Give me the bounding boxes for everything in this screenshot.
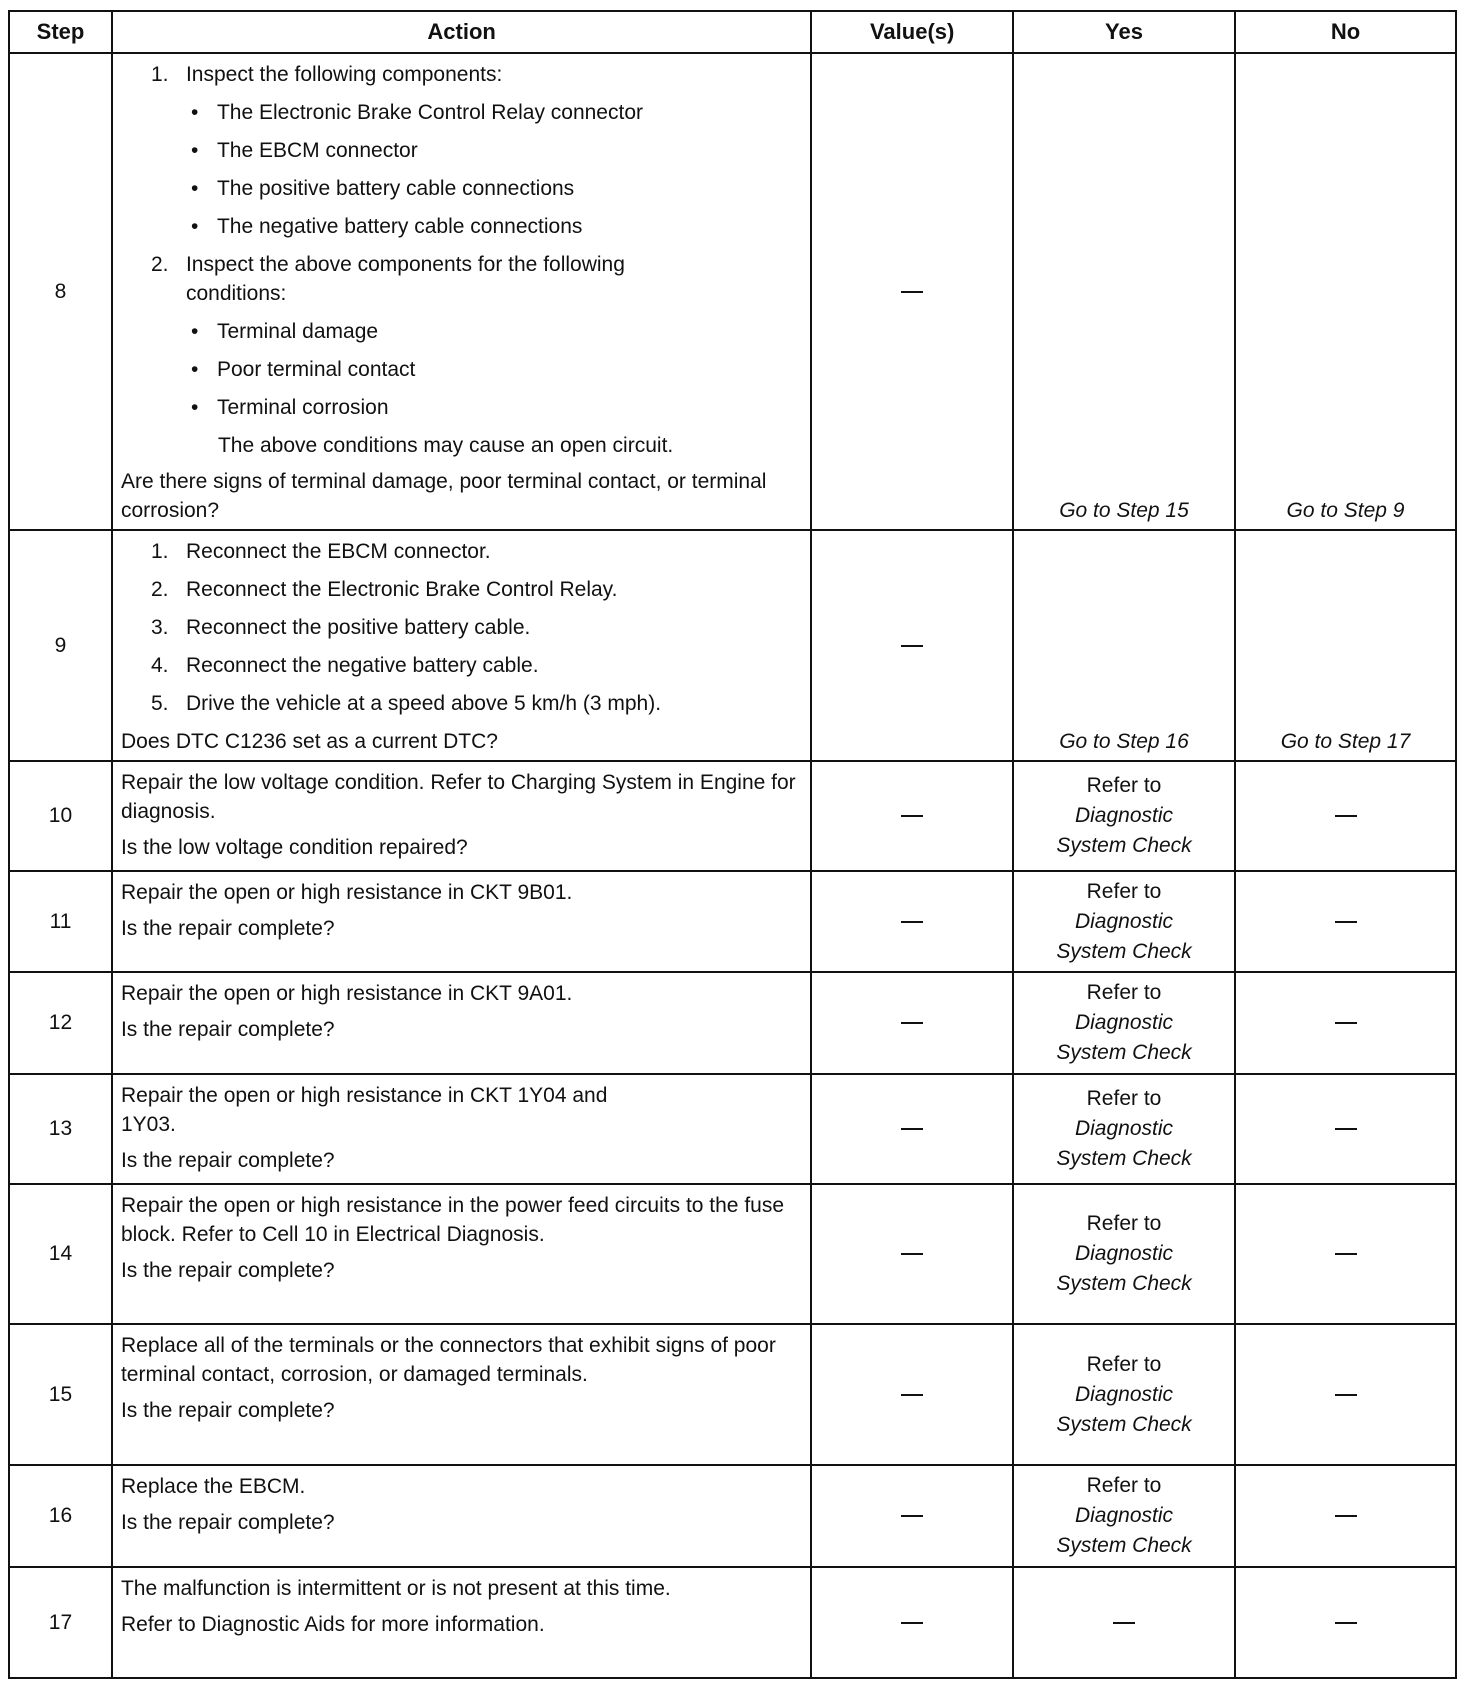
question-text: Is the repair complete? xyxy=(120,1511,335,1534)
list-item: 3. Reconnect the positive battery cable. xyxy=(150,616,531,639)
action-cell xyxy=(112,1324,811,1465)
step-number: 8 xyxy=(9,53,112,530)
action-cell xyxy=(112,1074,811,1184)
yes-cell: Go to Step 16 xyxy=(1013,530,1235,761)
action-text: Repair the low voltage condition. Refer to Charging System in Engine for diagnosis. xyxy=(120,771,796,823)
dash-mark xyxy=(901,1253,923,1255)
step-number: 10 xyxy=(9,761,112,871)
list-item: 2. Reconnect the Electronic Brake Control Relay. xyxy=(150,578,618,601)
step-number: 15 xyxy=(9,1324,112,1465)
table-row-step-12 xyxy=(9,972,1456,1074)
yes-cell: Refer to Diagnostic System Check xyxy=(1013,871,1235,972)
header-values: Value(s) xyxy=(811,11,1013,53)
no-cell: Go to Step 9 xyxy=(1235,53,1456,530)
list-item: 5. Drive the vehicle at a speed above 5 km/h (3 mph). xyxy=(150,692,662,715)
question-text: Is the repair complete? xyxy=(120,1149,335,1172)
question-text: Is the repair complete? xyxy=(120,917,335,940)
table-row-step-9 xyxy=(9,530,1456,761)
action-text: Repair the open or high resistance in CKT 9B01. xyxy=(120,881,573,904)
dash-mark xyxy=(1335,921,1357,923)
action-cell xyxy=(112,972,811,1074)
table-row-step-10 xyxy=(9,761,1456,871)
step-number: 13 xyxy=(9,1074,112,1184)
yes-cell: Refer to Diagnostic System Check xyxy=(1013,1184,1235,1324)
value-cell xyxy=(811,761,1013,871)
no-cell: Go to Step 17 xyxy=(1235,530,1456,761)
dash-mark xyxy=(1335,1622,1357,1624)
action-text: Repair the open or high resistance in the power feed circuits to the fuse block. Refer to Cell 10 in Electrical Diagnosis. xyxy=(120,1194,785,1246)
no-cell xyxy=(1235,1465,1456,1567)
action-cell xyxy=(112,871,811,972)
value-cell xyxy=(811,1567,1013,1678)
header-action: Action xyxy=(112,11,811,53)
no-cell xyxy=(1235,972,1456,1074)
bullet-item: • The Electronic Brake Control Relay connector xyxy=(190,101,643,124)
dash-mark xyxy=(901,291,923,293)
value-cell xyxy=(811,972,1013,1074)
table-row-step-17 xyxy=(9,1567,1456,1678)
no-cell xyxy=(1235,761,1456,871)
action-text: Replace all of the terminals or the connectors that exhibit signs of poor terminal contact, corrosion, or damaged terminals. xyxy=(120,1334,776,1386)
yes-cell: Refer to Diagnostic System Check xyxy=(1013,1465,1235,1567)
dash-mark xyxy=(1335,1128,1357,1130)
question-text: Is the repair complete? xyxy=(120,1259,335,1282)
yes-cell: Go to Step 15 xyxy=(1013,53,1235,530)
list-item: 1. Inspect the following components: xyxy=(150,63,503,86)
no-cell xyxy=(1235,1567,1456,1678)
header-row xyxy=(9,11,1456,53)
action-text: Replace the EBCM. xyxy=(120,1475,306,1498)
bullet-item: • The negative battery cable connections xyxy=(190,215,583,238)
dash-mark xyxy=(1335,1394,1357,1396)
list-item: 1. Reconnect the EBCM connector. xyxy=(150,540,491,563)
table-row-step-8 xyxy=(9,53,1456,530)
dash-mark xyxy=(1335,1253,1357,1255)
bullet-item: • Terminal damage xyxy=(190,320,379,343)
value-cell xyxy=(811,871,1013,972)
dash-mark xyxy=(1335,1515,1357,1517)
dash-mark xyxy=(901,921,923,923)
list-item-continuation: conditions: xyxy=(185,282,287,305)
no-cell xyxy=(1235,1184,1456,1324)
action-cell xyxy=(112,1567,811,1678)
value-cell xyxy=(811,1465,1013,1567)
table-row-step-16 xyxy=(9,1465,1456,1567)
value-cell xyxy=(811,1324,1013,1465)
action-text: The malfunction is intermittent or is not present at this time. xyxy=(120,1577,671,1600)
no-cell xyxy=(1235,1324,1456,1465)
diagnostic-table xyxy=(8,10,1457,1679)
dash-mark xyxy=(1113,1622,1135,1624)
dash-mark xyxy=(901,1128,923,1130)
bullet-item: • The positive battery cable connections xyxy=(190,177,575,200)
step-number: 17 xyxy=(9,1567,112,1678)
header-yes: Yes xyxy=(1013,11,1235,53)
header-step: Step xyxy=(9,11,112,53)
step-number: 9 xyxy=(9,530,112,761)
value-cell xyxy=(811,53,1013,530)
yes-cell: Refer to Diagnostic System Check xyxy=(1013,972,1235,1074)
dash-mark xyxy=(901,1515,923,1517)
dash-mark xyxy=(901,645,923,647)
question-text: Does DTC C1236 set as a current DTC? xyxy=(120,730,498,753)
list-item: 4. Reconnect the negative battery cable. xyxy=(150,654,539,677)
step-number: 11 xyxy=(9,871,112,972)
step-number: 16 xyxy=(9,1465,112,1567)
action-text: Repair the open or high resistance in CKT 1Y04 and 1Y03. xyxy=(120,1084,608,1136)
action-text: Repair the open or high resistance in CKT 9A01. xyxy=(120,982,573,1005)
dash-mark xyxy=(901,1022,923,1024)
header-no: No xyxy=(1235,11,1456,53)
question-text: Is the repair complete? xyxy=(120,1018,335,1041)
bullet-item: • The EBCM connector xyxy=(190,139,418,162)
value-cell xyxy=(811,1074,1013,1184)
action-cell xyxy=(112,761,811,871)
yes-cell: Refer to Diagnostic System Check xyxy=(1013,1324,1235,1465)
table-row-step-15 xyxy=(9,1324,1456,1465)
action-cell xyxy=(112,1184,811,1324)
question-text: Refer to Diagnostic Aids for more information. xyxy=(120,1613,545,1636)
action-cell xyxy=(112,1465,811,1567)
action-cell xyxy=(112,530,811,761)
note-text: The above conditions may cause an open circuit. xyxy=(217,434,674,457)
no-cell xyxy=(1235,871,1456,972)
list-item: 2. Inspect the above components for the following xyxy=(150,253,625,276)
action-cell xyxy=(112,53,811,530)
question-text: Are there signs of terminal damage, poor terminal contact, or terminal corrosion? xyxy=(120,470,767,522)
step-number: 14 xyxy=(9,1184,112,1324)
table-row-step-14 xyxy=(9,1184,1456,1324)
dash-mark xyxy=(1335,815,1357,817)
question-text: Is the low voltage condition repaired? xyxy=(120,836,468,859)
dash-mark xyxy=(901,1394,923,1396)
yes-cell: Refer to Diagnostic System Check xyxy=(1013,1074,1235,1184)
bullet-item: • Poor terminal contact xyxy=(190,358,416,381)
dash-mark xyxy=(1335,1022,1357,1024)
yes-cell: Refer to Diagnostic System Check xyxy=(1013,761,1235,871)
table-row-step-13 xyxy=(9,1074,1456,1184)
value-cell xyxy=(811,530,1013,761)
no-cell xyxy=(1235,1074,1456,1184)
table-row-step-11 xyxy=(9,871,1456,972)
step-number: 12 xyxy=(9,972,112,1074)
dash-mark xyxy=(901,815,923,817)
dash-mark xyxy=(901,1622,923,1624)
yes-cell xyxy=(1013,1567,1235,1678)
bullet-item: • Terminal corrosion xyxy=(190,396,389,419)
value-cell xyxy=(811,1184,1013,1324)
question-text: Is the repair complete? xyxy=(120,1399,335,1422)
